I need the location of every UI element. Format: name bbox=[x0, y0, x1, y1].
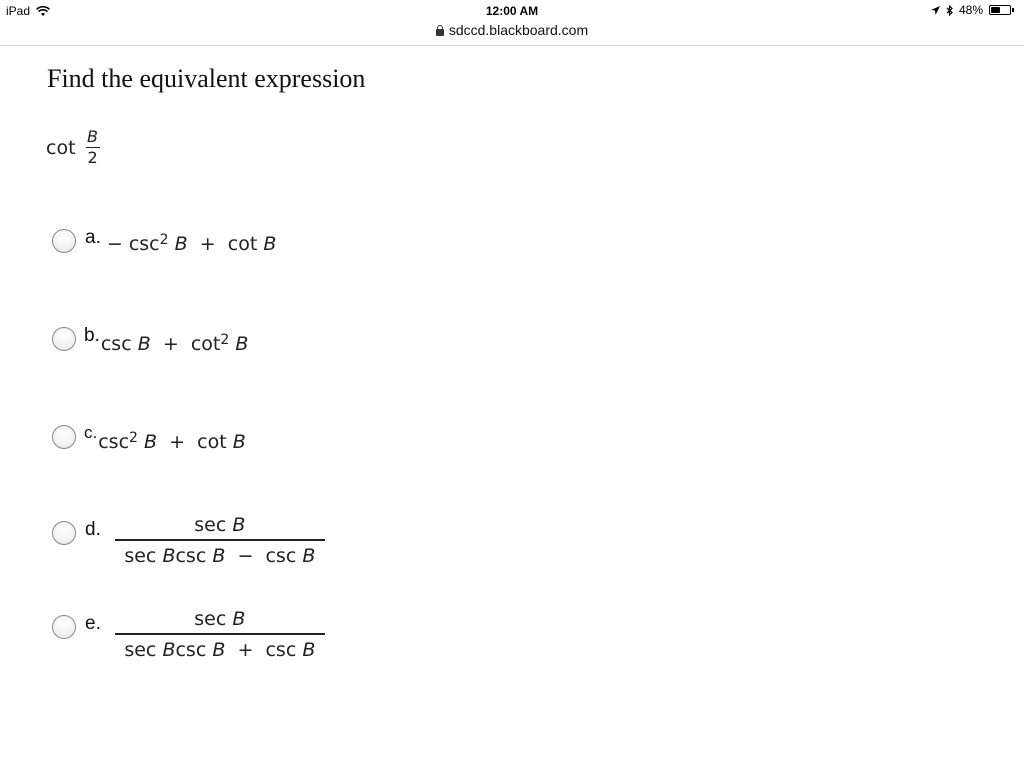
radio-button-d[interactable] bbox=[52, 521, 76, 545]
function-csc: csc bbox=[265, 638, 297, 661]
fraction-numerator: B bbox=[87, 127, 99, 146]
function-sec: sec bbox=[194, 608, 227, 630]
exponent: 2 bbox=[220, 332, 230, 348]
address-bar[interactable] bbox=[0, 20, 1024, 44]
answer-option-d[interactable] bbox=[52, 514, 325, 568]
variable: B bbox=[232, 514, 246, 536]
question-expression bbox=[46, 128, 100, 167]
exponent: 2 bbox=[159, 232, 169, 248]
option-fraction-d bbox=[115, 513, 325, 568]
radio-button-c[interactable] bbox=[52, 425, 76, 449]
function-cot: cot bbox=[197, 431, 227, 453]
variable: B bbox=[212, 544, 226, 567]
device-name: iPad bbox=[6, 4, 31, 18]
status-bar bbox=[0, 0, 1024, 20]
battery-icon bbox=[989, 5, 1011, 15]
variable: B bbox=[232, 608, 246, 630]
function-csc: csc bbox=[175, 638, 207, 661]
variable: B bbox=[302, 638, 316, 661]
variable: B bbox=[162, 544, 176, 567]
option-fraction-e bbox=[115, 607, 325, 662]
variable: B bbox=[232, 431, 246, 453]
variable: B bbox=[302, 544, 316, 567]
operator: + bbox=[237, 638, 254, 661]
variable: B bbox=[137, 333, 151, 355]
variable: B bbox=[212, 638, 226, 661]
fraction-bar bbox=[115, 539, 325, 541]
variable: B bbox=[162, 638, 176, 661]
status-time: 12:00 AM bbox=[485, 4, 539, 18]
option-expression-c bbox=[98, 431, 246, 453]
battery-cap bbox=[1012, 8, 1014, 12]
question-title: Find the equivalent expression bbox=[47, 64, 366, 93]
answer-option-b[interactable] bbox=[52, 327, 248, 355]
option-letter-b: b. bbox=[84, 325, 100, 346]
operator: − bbox=[237, 544, 254, 567]
fraction-denominator bbox=[124, 544, 315, 568]
option-letter-c: c. bbox=[84, 423, 98, 442]
operator: + bbox=[199, 233, 216, 255]
lock-icon bbox=[436, 29, 444, 36]
operator: + bbox=[162, 333, 179, 355]
variable: B bbox=[174, 233, 188, 255]
variable: B bbox=[235, 333, 249, 355]
function-sec: sec bbox=[194, 514, 227, 536]
function-sec: sec bbox=[124, 638, 157, 661]
header-divider bbox=[0, 45, 1024, 46]
option-letter-a: a. bbox=[85, 227, 101, 248]
radio-button-a[interactable] bbox=[52, 229, 76, 253]
bluetooth-icon bbox=[946, 5, 953, 16]
answer-option-e[interactable] bbox=[52, 608, 325, 662]
operator: + bbox=[169, 431, 186, 453]
minus-sign: − bbox=[106, 233, 123, 255]
fraction-denominator: 2 bbox=[87, 148, 98, 167]
function-csc: csc bbox=[265, 544, 297, 567]
expression-function: cot bbox=[46, 136, 76, 159]
function-sec: sec bbox=[124, 544, 157, 567]
location-arrow-icon bbox=[931, 6, 940, 15]
radio-button-e[interactable] bbox=[52, 615, 76, 639]
answer-option-a[interactable] bbox=[52, 229, 276, 255]
option-letter-d: d. bbox=[85, 519, 101, 540]
function-cot: cot bbox=[190, 333, 221, 355]
url-text: sdccd.blackboard.com bbox=[448, 22, 589, 38]
battery-fill bbox=[991, 7, 1000, 13]
expression-fraction bbox=[86, 128, 100, 167]
variable: B bbox=[144, 431, 158, 453]
option-expression-a bbox=[107, 233, 277, 255]
fraction-bar bbox=[115, 633, 325, 635]
answer-option-c[interactable] bbox=[52, 425, 246, 453]
function-csc: csc bbox=[175, 544, 207, 567]
function-csc: csc bbox=[98, 431, 130, 453]
function-csc: csc bbox=[100, 333, 132, 355]
battery-percentage: 48% bbox=[958, 3, 983, 17]
function-cot: cot bbox=[227, 233, 258, 255]
fraction-numerator bbox=[194, 513, 245, 537]
option-letter-e: e. bbox=[85, 613, 101, 634]
fraction-denominator bbox=[124, 638, 315, 662]
exponent: 2 bbox=[129, 430, 138, 446]
status-right bbox=[931, 3, 1014, 17]
fraction-numerator bbox=[194, 607, 245, 631]
option-expression-b bbox=[101, 333, 249, 355]
function-csc: csc bbox=[128, 233, 160, 255]
radio-button-b[interactable] bbox=[52, 327, 76, 351]
variable: B bbox=[263, 233, 277, 255]
